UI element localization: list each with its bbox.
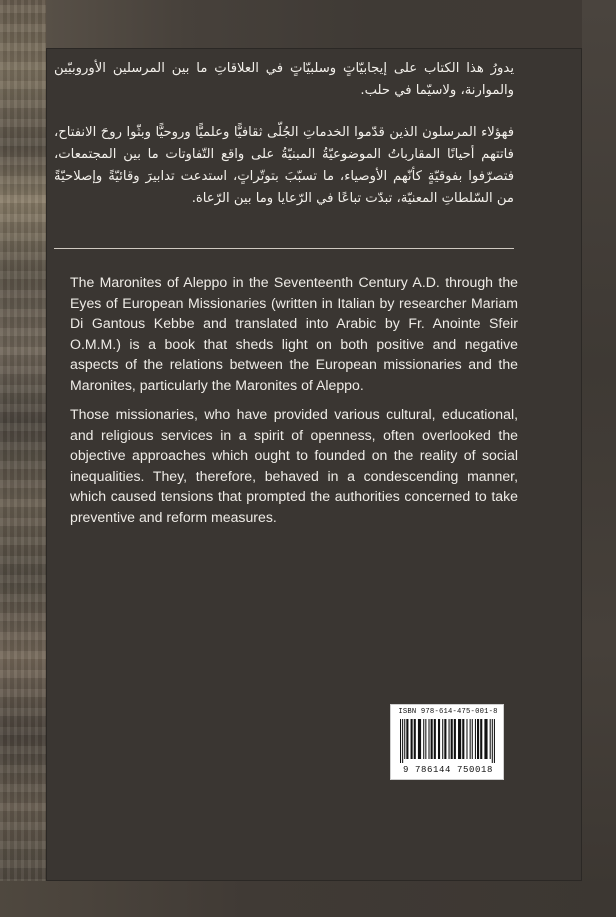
barcode-bar xyxy=(494,719,495,763)
cover-right-border xyxy=(582,0,616,917)
barcode-bar xyxy=(438,719,440,759)
barcode-bar xyxy=(484,719,487,759)
barcode-bar xyxy=(449,719,450,759)
cover-left-image-strip xyxy=(0,0,46,917)
barcode-bar xyxy=(466,719,467,759)
barcode-bar xyxy=(492,719,493,763)
barcode-bar xyxy=(451,719,453,759)
barcode-bar xyxy=(411,719,413,759)
barcode-bar xyxy=(458,719,461,759)
barcode-bar xyxy=(454,719,456,759)
barcode-bar xyxy=(477,719,479,759)
barcode-bar xyxy=(434,719,436,759)
barcode-digits: 9 786144 750018 xyxy=(402,765,493,775)
english-paragraph-2: Those missionaries, who have provided various cultural, educational, and religious services in a spirit of openness, often overlooked the objective approaches which ought to founded on the reality of social inequalities. They, therefore, behaved in a condescending manner, which caused tensions that prompted the authorities concerned to take preventive and reform measures. xyxy=(70,406,518,525)
barcode-bar xyxy=(442,719,443,759)
barcode-bar xyxy=(475,719,476,759)
arabic-paragraph-2: فهؤلاء المرسلون الذين قدّموا الخدماتِ الجُلّى ثقافيًّا وعلميًّا وروحيًّا وبثّوا روحَ الانفتاح، فاتتهم أحيانًا المقارباتُ الموضوعيّةُ المبنيّةُ على واقع التّفاوتات ما بين المجتمعات، فتصرّفوا بفوقيّةٍ كأنّهم الأوصياء، ما تسبّبَ بتوتّراتٍ، استدعت تدابيرَ وقائيّةً وإصلاحيّةً من السّلطاتِ المعنيّة، تبدّت تباعًا في الرّعايا وما بين الرّعاة. xyxy=(54,125,514,206)
barcode-bar xyxy=(423,719,424,759)
barcode-bar xyxy=(400,719,401,763)
barcode-bar xyxy=(431,719,433,759)
barcode-bar xyxy=(462,719,464,759)
barcode-bar xyxy=(406,719,408,759)
barcode-bar xyxy=(480,719,482,759)
barcode-bar xyxy=(472,719,473,759)
barcode-bars xyxy=(400,719,496,763)
cover-bottom-border xyxy=(0,881,616,917)
cover-top-border xyxy=(0,0,616,48)
arabic-paragraph-1: يدورُ هذا الكتاب على إيجابيّاتٍ وسلبيّاتٍ في العلاقاتِ ما بين المرسلين الأوروبيّين والموارنة، ولاسيّما في حلب. xyxy=(54,61,514,98)
barcode-bar xyxy=(470,719,471,759)
barcode-bar xyxy=(418,719,421,759)
barcode-bar xyxy=(444,719,446,759)
section-divider xyxy=(54,248,514,249)
isbn-label: ISBN 978-614-475-001-8 xyxy=(398,708,498,716)
english-paragraph-1: The Maronites of Aleppo in the Seventeenth Century A.D. through the Eyes of European Missionaries (written in Italian by researcher Mariam Di Gantous Kebbe and translated into Arabic by Fr. Anointe Sfeir O.M.M.) is a book that sheds light on both positive and negative aspects of the relations between the European missionaries and the Maronites, particularly the Maronites of Aleppo. xyxy=(70,274,518,393)
barcode-bar xyxy=(404,719,405,759)
barcode-bar xyxy=(428,719,429,759)
isbn-barcode xyxy=(390,704,504,780)
barcode-bar xyxy=(425,719,426,759)
barcode-bar xyxy=(414,719,416,759)
barcode-bar xyxy=(402,719,403,763)
barcode-bar xyxy=(490,719,491,759)
